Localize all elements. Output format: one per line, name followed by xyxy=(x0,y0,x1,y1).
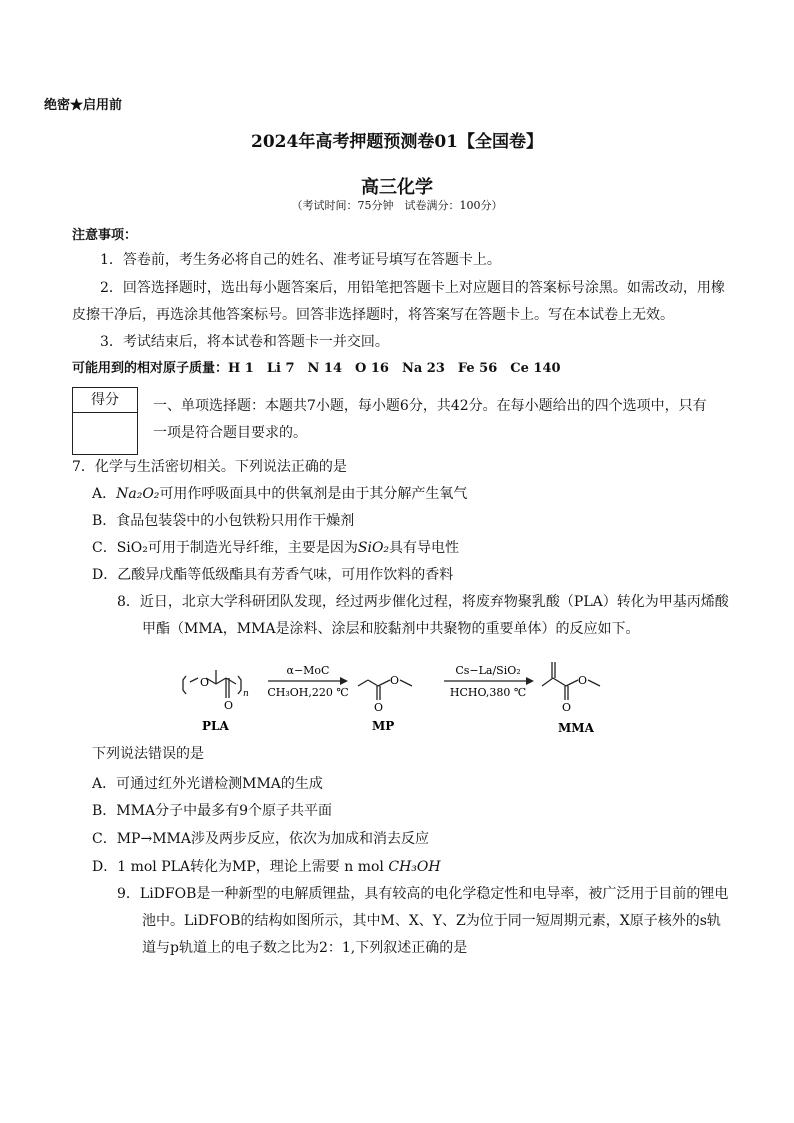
q8-option-a: A．可通过红外光谱检测MMA的生成 xyxy=(92,776,323,792)
q7-stem: 7．化学与生活密切相关。下列说法正确的是 xyxy=(72,459,347,475)
exam-title: 2024年高考押题预测卷01【全国卷】 xyxy=(251,132,543,152)
mma-structure xyxy=(542,662,600,700)
step2-catalyst: Cs−La/SiO₂ xyxy=(455,664,521,677)
q8-option-d-text: D．1 mol PLA转化为MP，理论上需要 n mol xyxy=(92,859,389,875)
note-item-2-cont: 皮擦干净后，再选涂其他答案标号。回答非选择题时，将答案写在答题卡上。写在本试卷上无效。 xyxy=(72,307,674,323)
q7-option-c-formula: SiO₂ xyxy=(357,540,390,556)
atomic-masses: 可能用到的相对原子质量：H 1 Li 7 N 14 O 16 Na 23 Fe 56 Ce 140 xyxy=(72,361,561,376)
mma-ester-oxygen: O xyxy=(578,674,588,687)
label-mp: MP xyxy=(372,719,395,733)
q7-option-c-text: 具有导电性 xyxy=(389,540,460,556)
q9-stem-line3: 道与p轨道上的电子数之比为2：1,下列叙述正确的是 xyxy=(142,940,468,956)
confidential-mark: 绝密★启用前 xyxy=(44,98,123,113)
arrow-step2-head xyxy=(526,677,534,685)
q8-stem-line1: 8．近日，北京大学科研团队发现，经过两步催化过程，将废弃物聚乳酸（PLA）转化为甲基丙烯酸 xyxy=(117,594,729,610)
section-header-line1: 一、单项选择题：本题共7小题，每小题6分，共42分。在每小题给出的四个选项中，只有 xyxy=(153,398,707,414)
q9-stem-line1: 9．LiDFOB是一种新型的电解质锂盐，具有较高的电化学稳定性和电导率，被广泛用于目前的锂电 xyxy=(117,886,729,902)
step1-catalyst: α−MoC xyxy=(286,664,330,677)
note-item-3: 3．考试结束后，将本试卷和答题卡一并交回。 xyxy=(100,334,389,350)
mp-ester-oxygen: O xyxy=(390,674,400,687)
notes-heading: 注意事项： xyxy=(72,228,138,243)
q7-option-d: D．乙酸异戊酯等低级酯具有芳香气味，可用作饮料的香料 xyxy=(92,567,454,583)
q7-option-a-text: 可用作呼吸面具中的供氧剂是由于其分解产生氧气 xyxy=(159,486,468,502)
q8-question: 下列说法错误的是 xyxy=(92,746,204,762)
subject-title: 高三化学 xyxy=(361,177,433,198)
pla-repeat-n: n xyxy=(243,689,249,699)
score-label: 得分 xyxy=(73,388,137,413)
pla-structure xyxy=(183,670,241,698)
q7-option-c xyxy=(92,538,459,558)
reaction-scheme xyxy=(180,656,640,740)
score-box xyxy=(72,387,138,455)
q8-option-d xyxy=(92,857,441,877)
step2-conditions: HCHO,380 ℃ xyxy=(449,686,527,699)
step1-conditions: CH₃OH,220 ℃ xyxy=(267,686,349,699)
mma-carbonyl-oxygen: O xyxy=(562,701,572,714)
label-pla: PLA xyxy=(202,719,229,733)
q8-option-b: B．MMA分子中最多有9个原子共平面 xyxy=(92,803,332,819)
pla-carbonyl-oxygen: O xyxy=(224,699,234,712)
q7-option-c-prefix: C．SiO₂可用于制造光导纤维，主要是因为 xyxy=(92,540,358,556)
q8-option-c: C．MP→MMA涉及两步反应，依次为加成和消去反应 xyxy=(92,831,429,847)
section-header-line2: 一项是符合题目要求的。 xyxy=(153,425,307,441)
note-item-1: 1．答卷前，考生务必将自己的姓名、准考证号填写在答题卡上。 xyxy=(100,252,501,268)
q7-option-a-prefix: A． xyxy=(92,486,117,502)
pla-oxygen: O xyxy=(200,676,210,689)
arrow-step1-head xyxy=(340,677,348,685)
note-item-2: 2．回答选择题时，选出每小题答案后，用铅笔把答题卡上对应题目的答案标号涂黑。如需改动，用橡 xyxy=(100,280,725,296)
time-info: （考试时间：75分钟 试卷满分：100分） xyxy=(291,199,503,212)
q8-option-d-formula: CH₃OH xyxy=(388,859,441,875)
q7-option-a xyxy=(92,484,467,504)
label-mma: MMA xyxy=(558,721,594,735)
mp-structure xyxy=(358,680,412,700)
q7-option-a-formula: Na₂O₂ xyxy=(116,486,160,502)
mp-carbonyl-oxygen: O xyxy=(374,701,384,714)
q7-option-b: B．食品包装袋中的小包铁粉只用作干燥剂 xyxy=(92,513,355,529)
q9-stem-line2: 池中。LiDFOB的结构如图所示，其中M、X、Y、Z为位于同一短周期元素，X原子核外的s轨 xyxy=(142,913,721,929)
q8-stem-line2: 甲酯（MMA，MMA是涂料、涂层和胶黏剂中共聚物的重要单体）的反应如下。 xyxy=(142,621,640,637)
